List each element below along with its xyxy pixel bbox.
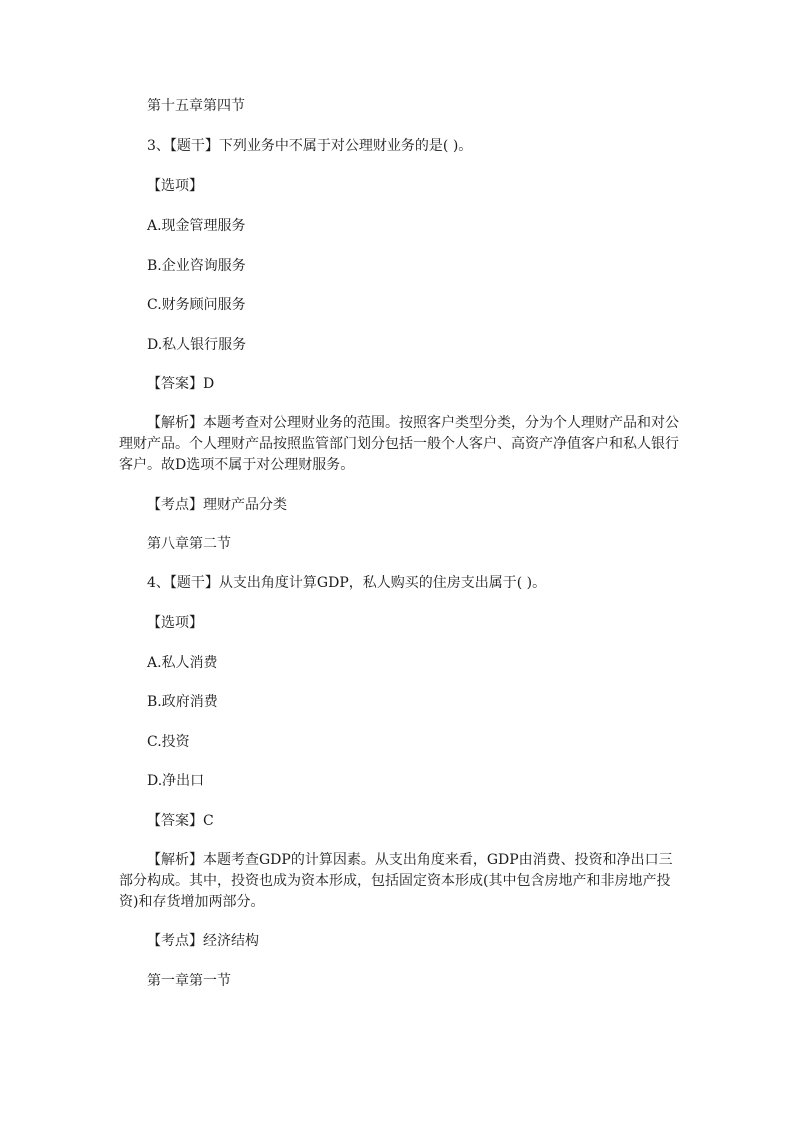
keypoint: 【考点】经济结构 [147, 933, 259, 949]
question-stem: 3、【题干】下列业务中不属于对公理财业务的是( )。 [147, 138, 473, 154]
option-b: B.企业咨询服务 [147, 258, 246, 274]
analysis-paragraph: 【解析】本题考查GDP的计算因素。从支出角度来看，GDP由消费、投资和净出口三部分构成。其中，投资也成为资本形成，包括固定资本形成(其中包含房地产和非房地产投资)和存货增加两部分。 [119, 852, 673, 910]
chapter-heading: 第十五章第四节 [147, 98, 245, 114]
option-d: D.私人银行服务 [147, 337, 247, 353]
option-a: A.现金管理服务 [147, 218, 246, 234]
option-c: C.财务顾问服务 [147, 297, 246, 313]
question-stem: 4、【题干】从支出角度计算GDP，私人购买的住房支出属于( )。 [147, 575, 547, 591]
options-label: 【选项】 [147, 615, 203, 631]
chapter-heading: 第一章第一节 [147, 973, 231, 989]
analysis-paragraph: 【解析】本题考查对公理财业务的范围。按照客户类型分类，分为个人理财产品和对公理财产品。个人理财产品按照监管部门划分包括一般个人客户、高资产净值客户和私人银行客户。故D选项不属于对公理财服务。 [119, 415, 679, 473]
option-c: C.投资 [147, 734, 190, 750]
chapter-heading: 第八章第二节 [147, 536, 231, 552]
option-b: B.政府消费 [147, 694, 218, 710]
option-a: A.私人消费 [147, 655, 218, 671]
answer: 【答案】C [147, 813, 214, 829]
options-label: 【选项】 [147, 178, 203, 194]
keypoint: 【考点】理财产品分类 [147, 497, 287, 513]
option-d: D.净出口 [147, 773, 205, 789]
answer: 【答案】D [147, 376, 215, 392]
